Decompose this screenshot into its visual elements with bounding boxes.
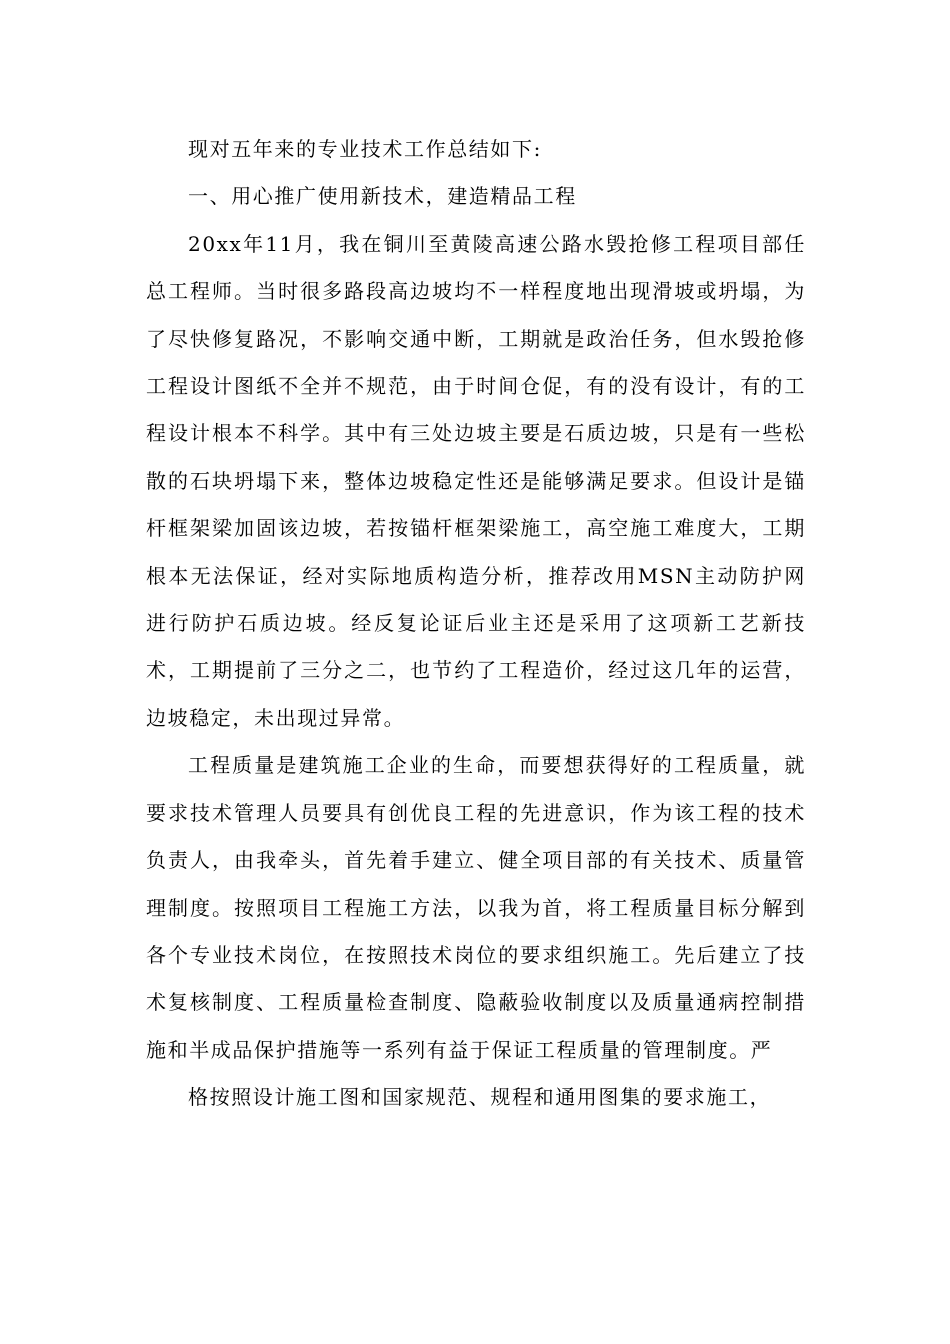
section-heading: 一、用心推广使用新技术，建造精品工程 xyxy=(188,184,577,209)
paragraph-quality: 工程质量是建筑施工企业的生命，而要想获得好的工程质量，就要求技术管理人员要具有创优良工程的先进意识，作为该工程的技术负责人，由我牵头，首先着手建立、健全项目部的有关技术、质量管理制度。按照项目工程施工方法，以我为首，将工程质量目标分解到各个专业技术岗位，在按照技术岗位的要求组织施工。先后建立了技术复核制度、工程质量检查制度、隐蔽验收制度以及质量通病控制措施和半成品保护措施等一系列有益于保证工程质量的管理制度。严 xyxy=(146,753,806,1062)
paragraph-intro: 现对五年来的专业技术工作总结如下: xyxy=(188,137,542,161)
paragraph-project: 20xx年11月，我在铜川至黄陵高速公路水毁抢修工程项目部任总工程师。当时很多路段高边坡均不一样程度地出现滑坡或坍塌，为了尽快修复路况，不影响交通中断，工期就是政治任务，但水毁抢修工程设计图纸不全并不规范，由于时间仓促，有的没有设计，有的工程设计根本不科学。其中有三处边坡主要是石质边坡，只是有一些松散的石块坍塌下来，整体边坡稳定性还是能够满足要求。但设计是锚杆框架梁加固该边坡，若按锚杆框架梁施工，高空施工难度大，工期根本无法保证，经对实际地质构造分析，推荐改用MSN主动防护网进行防护石质边坡。经反复论证后业主还是采用了这项新工艺新技术，工期提前了三分之二，也节约了工程造价，经过这几年的运营，边坡稳定，未出现过异常。 xyxy=(146,231,806,730)
paragraph-construction: 格按照设计施工图和国家规范、规程和通用图集的要求施工， xyxy=(188,1085,772,1110)
document-body xyxy=(146,126,806,1122)
